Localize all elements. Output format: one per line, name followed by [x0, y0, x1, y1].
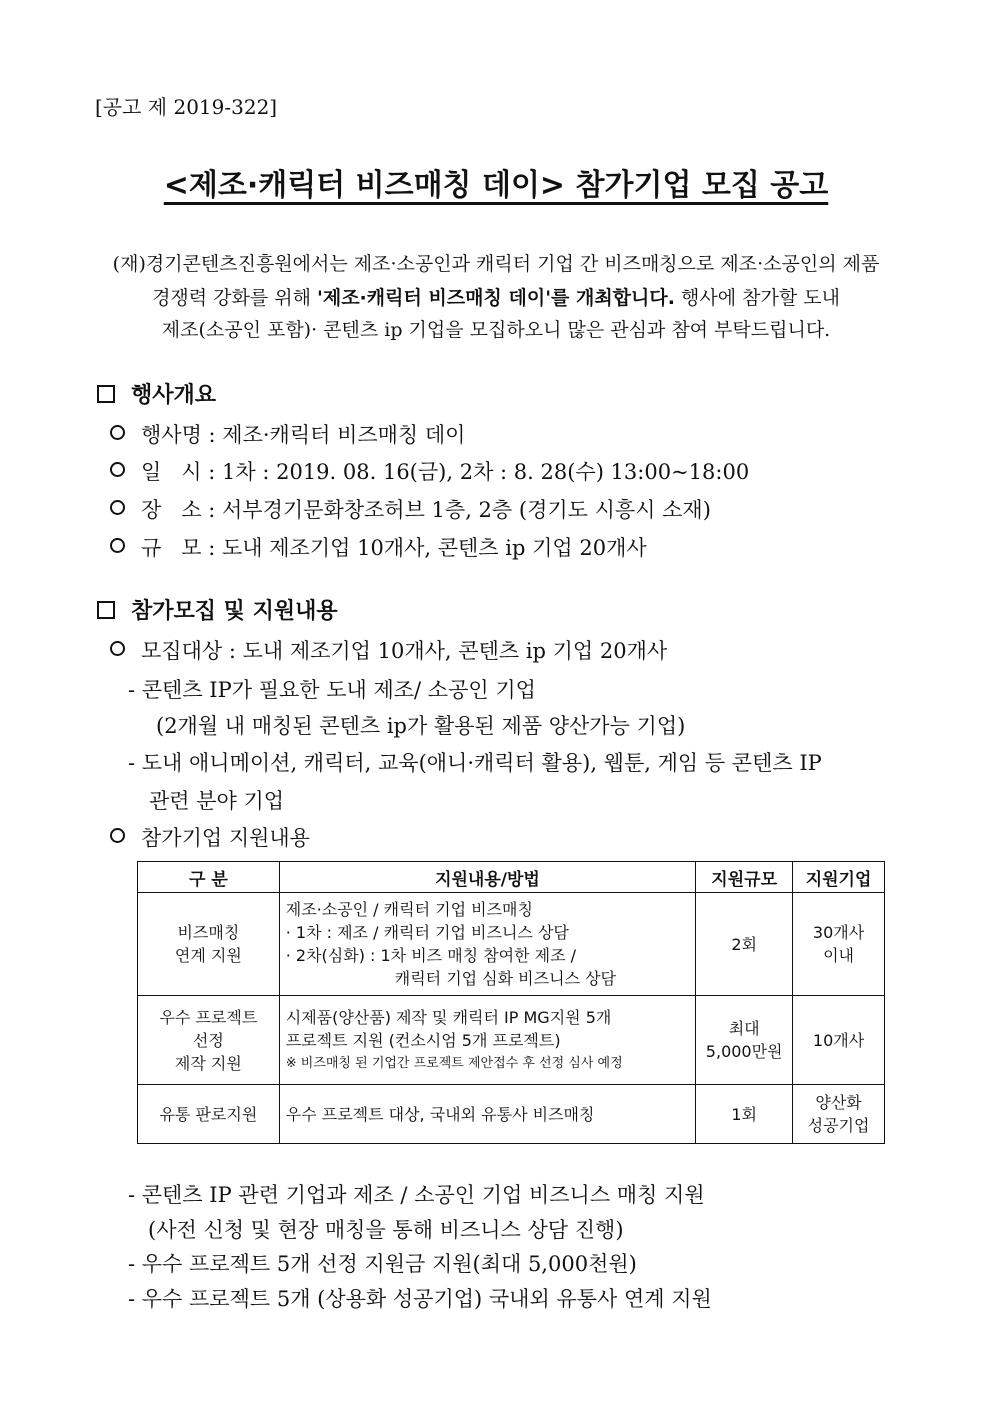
section-overview-title: 행사개요: [131, 383, 217, 408]
cell-line: 1회: [731, 1104, 757, 1124]
recruit-sub-1-line-1: - 콘텐츠 IP가 필요한 도내 제조/ 소공인 기업: [128, 678, 536, 702]
cell-line: 연계 지원: [174, 946, 242, 965]
circle-bullet-icon: [110, 500, 125, 515]
circle-bullet-icon: [110, 538, 125, 553]
support-heading: [110, 822, 310, 852]
page-title-text: <제조·캐릭터 비즈매칭 데이> 참가기업 모집 공고: [163, 168, 829, 203]
table-row: [138, 1085, 885, 1144]
table-header-content: 지원내용/방법: [279, 862, 695, 893]
table-header-company: 지원기업: [793, 862, 885, 893]
cell-line: 양산화: [815, 1093, 862, 1112]
cell-line: 캐릭터 기업 심화 비즈니스 상담: [394, 969, 617, 988]
recruit-sub-2-line-1: - 도내 애니메이션, 캐릭터, 교육(애니·캐릭터 활용), 웹툰, 게임 등 콘텐츠 IP: [128, 751, 822, 775]
footer-line-2: (사전 신청 및 현장 매칭을 통해 비즈니스 상담 진행): [148, 1218, 624, 1242]
cell-line: 우수 프로젝트: [159, 1007, 258, 1027]
circle-bullet-icon: [110, 425, 125, 440]
overview-item-name: [110, 419, 465, 449]
cell-line: 우수 프로젝트 대상, 국내외 유통사 비즈매칭: [285, 1104, 595, 1124]
intro-line-2: [0, 283, 992, 310]
section-overview-heading: [97, 378, 216, 409]
cell-line: 이내: [823, 946, 855, 965]
overview-item-text: 규 모 : 도내 제조기업 10개사, 콘텐츠 ip 기업 20개사: [141, 536, 647, 560]
table-cell-category: [138, 893, 280, 996]
table-cell-category: [138, 1085, 280, 1144]
intro-line-1: (재)경기콘텐츠진흥원에서는 제조·소공인과 캐릭터 기업 간 비즈매칭으로 제조·소공인의 제품: [112, 253, 880, 275]
square-bullet-icon: [97, 601, 115, 619]
cell-line: 2회: [731, 934, 757, 954]
circle-bullet-icon: [110, 828, 125, 843]
cell-note: ※ 비즈매칭 된 기업간 프로젝트 제안접수 후 선정 심사 예정: [285, 1055, 623, 1071]
cell-line: 최대: [728, 1019, 760, 1038]
overview-item-date: [110, 456, 749, 486]
cell-line: 선정: [192, 1030, 224, 1050]
recruit-target: [110, 635, 667, 665]
table-header-category: 구 분: [138, 862, 280, 893]
table-cell-scale: [696, 1085, 793, 1144]
table-row: [138, 996, 885, 1085]
cell-line: 비즈매칭: [177, 923, 240, 942]
cell-line: 30개사: [812, 923, 865, 942]
intro-line-3: 제조(소공인 포함)· 콘텐츠 ip 기업을 모집하오니 많은 관심과 참여 부탁드립니다.: [161, 319, 831, 341]
overview-item-text: 행사명 : 제조·캐릭터 비즈매칭 데이: [141, 423, 466, 447]
overview-item-text: 장 소 : 서부경기문화창조허브 1층, 2층 (경기도 시흥시 소재): [141, 498, 711, 522]
table-cell-content: [279, 996, 695, 1085]
cell-line: 제작 지원: [174, 1053, 242, 1073]
cell-line: · 1차 : 제조 / 캐릭터 기업 비즈니스 상담: [285, 923, 569, 942]
overview-item-place: [110, 494, 711, 524]
recruit-sub-1-line-2: (2개월 내 매칭된 콘텐츠 ip가 활용된 제품 양산가능 기업): [156, 714, 686, 738]
footer-line-4: - 우수 프로젝트 5개 (상용화 성공기업) 국내외 유통사 연계 지원: [128, 1287, 712, 1311]
cell-line: · 2차(심화) : 1차 비즈 매칭 참여한 제조 /: [285, 946, 577, 965]
overview-item-text: 일 시 : 1차 : 2019. 08. 16(금), 2차 : 8. 28(수) 13:00~18:00: [141, 460, 750, 484]
table-cell-content: [279, 893, 695, 996]
table-cell-scale: [696, 996, 793, 1085]
page-title: [0, 160, 992, 204]
section-recruit-title: 참가모집 및 지원내용: [131, 599, 338, 624]
table-cell-company: [793, 893, 885, 996]
section-recruit-heading: [97, 594, 338, 625]
intro-line-2a: 경쟁력 강화를 위해: [152, 287, 318, 309]
support-heading-text: 참가기업 지원내용: [141, 826, 310, 850]
intro-line-2-event: '제조·캐릭터 비즈매칭 데이'를 개최합니다.: [317, 287, 675, 309]
overview-item-scale: [110, 532, 647, 562]
footer-line-3: - 우수 프로젝트 5개 선정 지원금 지원(최대 5,000천원): [128, 1252, 637, 1276]
table-cell-content: [279, 1085, 695, 1144]
table-cell-category: [138, 996, 280, 1085]
intro-line-2c: 행사에 참가할 도내: [674, 287, 840, 309]
recruit-sub-2-line-2: 관련 분야 기업: [149, 789, 285, 813]
table-cell-scale: [696, 893, 793, 996]
notice-number: [공고 제 2019-322]: [95, 95, 278, 119]
circle-bullet-icon: [110, 462, 125, 477]
table-row: [138, 893, 885, 996]
cell-line: 10개사: [812, 1030, 865, 1050]
cell-line: 시제품(양산품) 제작 및 캐릭터 IP MG지원 5개: [285, 1007, 612, 1027]
recruit-target-text: 모집대상 : 도내 제조기업 10개사, 콘텐츠 ip 기업 20개사: [141, 639, 668, 663]
footer-line-1: - 콘텐츠 IP 관련 기업과 제조 / 소공인 기업 비즈니스 매칭 지원: [128, 1183, 705, 1207]
cell-line: 5,000만원: [705, 1042, 783, 1061]
cell-line: 성공기업: [807, 1116, 870, 1135]
cell-line: 유통 판로지원: [159, 1104, 258, 1124]
table-header-row: [138, 862, 885, 893]
circle-bullet-icon: [110, 641, 125, 656]
cell-line: 제조·소공인 / 캐릭터 기업 비즈매칭: [285, 900, 533, 919]
table-cell-company: [793, 1085, 885, 1144]
support-table: [137, 861, 885, 1144]
cell-line: 프로젝트 지원 (컨소시엄 5개 프로젝트): [285, 1030, 561, 1050]
square-bullet-icon: [97, 385, 115, 403]
table-cell-company: [793, 996, 885, 1085]
table-header-scale: 지원규모: [696, 862, 793, 893]
